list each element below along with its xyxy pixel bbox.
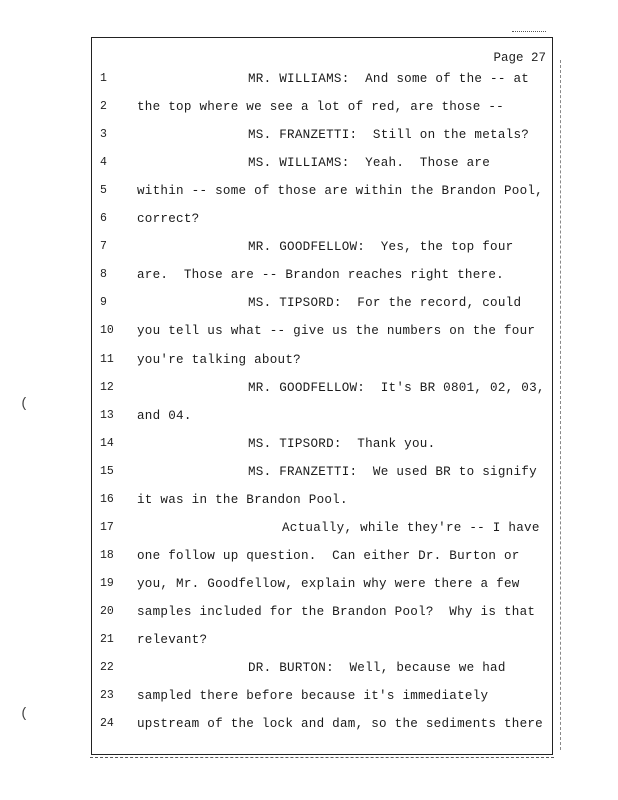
binder-hole-mark: ( (20, 396, 29, 412)
line-text: MS. FRANZETTI: We used BR to signify (248, 464, 537, 479)
line-number: 6 (100, 212, 107, 226)
line-number: 3 (100, 128, 107, 142)
line-number: 11 (100, 352, 114, 366)
line-text: MS. TIPSORD: For the record, could (248, 296, 522, 311)
transcript-line (0, 156, 618, 172)
transcript-line (0, 268, 618, 284)
line-text: one follow up question. Can either Dr. Burton or (137, 548, 520, 563)
line-text: are. Those are -- Brandon reaches right there. (137, 268, 504, 283)
line-text: MR. GOODFELLOW: Yes, the top four (248, 240, 514, 255)
line-text: Actually, while they're -- I have (282, 520, 540, 535)
line-text: MS. FRANZETTI: Still on the metals? (248, 128, 530, 143)
transcript-line (0, 521, 618, 537)
transcript-line (0, 184, 618, 200)
transcript-line (0, 549, 618, 565)
transcript-line (0, 240, 618, 256)
line-text: it was in the Brandon Pool. (137, 492, 348, 507)
line-number: 18 (100, 548, 114, 562)
line-number: 5 (100, 184, 107, 198)
line-number: 2 (100, 100, 107, 114)
line-number: 23 (100, 689, 114, 703)
line-number: 13 (100, 408, 114, 422)
line-number: 16 (100, 492, 114, 506)
transcript-line (0, 324, 618, 340)
line-text: upstream of the lock and dam, so the sediments there (137, 717, 543, 732)
line-number: 10 (100, 324, 114, 338)
line-text: you, Mr. Goodfellow, explain why were there a few (137, 576, 520, 591)
transcript-line (0, 100, 618, 116)
line-number: 7 (100, 240, 107, 254)
line-number: 4 (100, 156, 107, 170)
transcript-line (0, 605, 618, 621)
transcript-line (0, 661, 618, 677)
transcript-line (0, 296, 618, 312)
line-number: 15 (100, 464, 114, 478)
transcript-line (0, 72, 618, 88)
line-text: and 04. (137, 408, 192, 423)
line-number: 17 (100, 520, 114, 534)
line-number: 20 (100, 604, 114, 618)
transcript-line (0, 493, 618, 509)
transcript-line (0, 381, 618, 397)
line-text: MR. WILLIAMS: And some of the -- at (248, 72, 530, 86)
transcript-line (0, 128, 618, 144)
line-text: sampled there before because it's immediately (137, 689, 489, 704)
line-text: within -- some of those are within the Brandon Pool, (137, 184, 543, 199)
transcript-line (0, 409, 618, 425)
line-text: you're talking about? (137, 352, 301, 367)
transcript-line (0, 212, 618, 228)
line-text: relevant? (137, 633, 208, 647)
line-text: you tell us what -- give us the numbers on the four (137, 324, 536, 339)
transcript-line (0, 437, 618, 453)
line-number: 12 (100, 380, 114, 394)
line-number: 19 (100, 576, 114, 590)
transcript-line (0, 633, 618, 649)
line-text: samples included for the Brandon Pool? Why is that (137, 604, 536, 619)
line-text: correct? (137, 212, 200, 227)
transcript-line (0, 717, 618, 733)
binder-hole-mark: ( (20, 706, 29, 722)
transcript-line (0, 353, 618, 369)
transcript-line (0, 577, 618, 593)
line-text: MS. WILLIAMS: Yeah. Those are (248, 156, 491, 171)
transcript-line (0, 689, 618, 705)
line-number: 1 (100, 72, 107, 85)
transcript-line (0, 465, 618, 481)
line-text: MS. TIPSORD: Thank you. (248, 436, 436, 451)
line-number: 8 (100, 268, 107, 282)
line-number: 21 (100, 633, 114, 646)
line-number: 9 (100, 296, 107, 310)
line-number: 22 (100, 661, 114, 675)
line-number: 24 (100, 717, 114, 731)
line-number: 14 (100, 436, 114, 450)
page-number: Page 27 (493, 51, 546, 65)
line-text: the top where we see a lot of red, are those -- (137, 100, 504, 115)
line-text: MR. GOODFELLOW: It's BR 0801, 02, 03, (248, 380, 545, 395)
line-text: DR. BURTON: Well, because we had (248, 661, 506, 676)
